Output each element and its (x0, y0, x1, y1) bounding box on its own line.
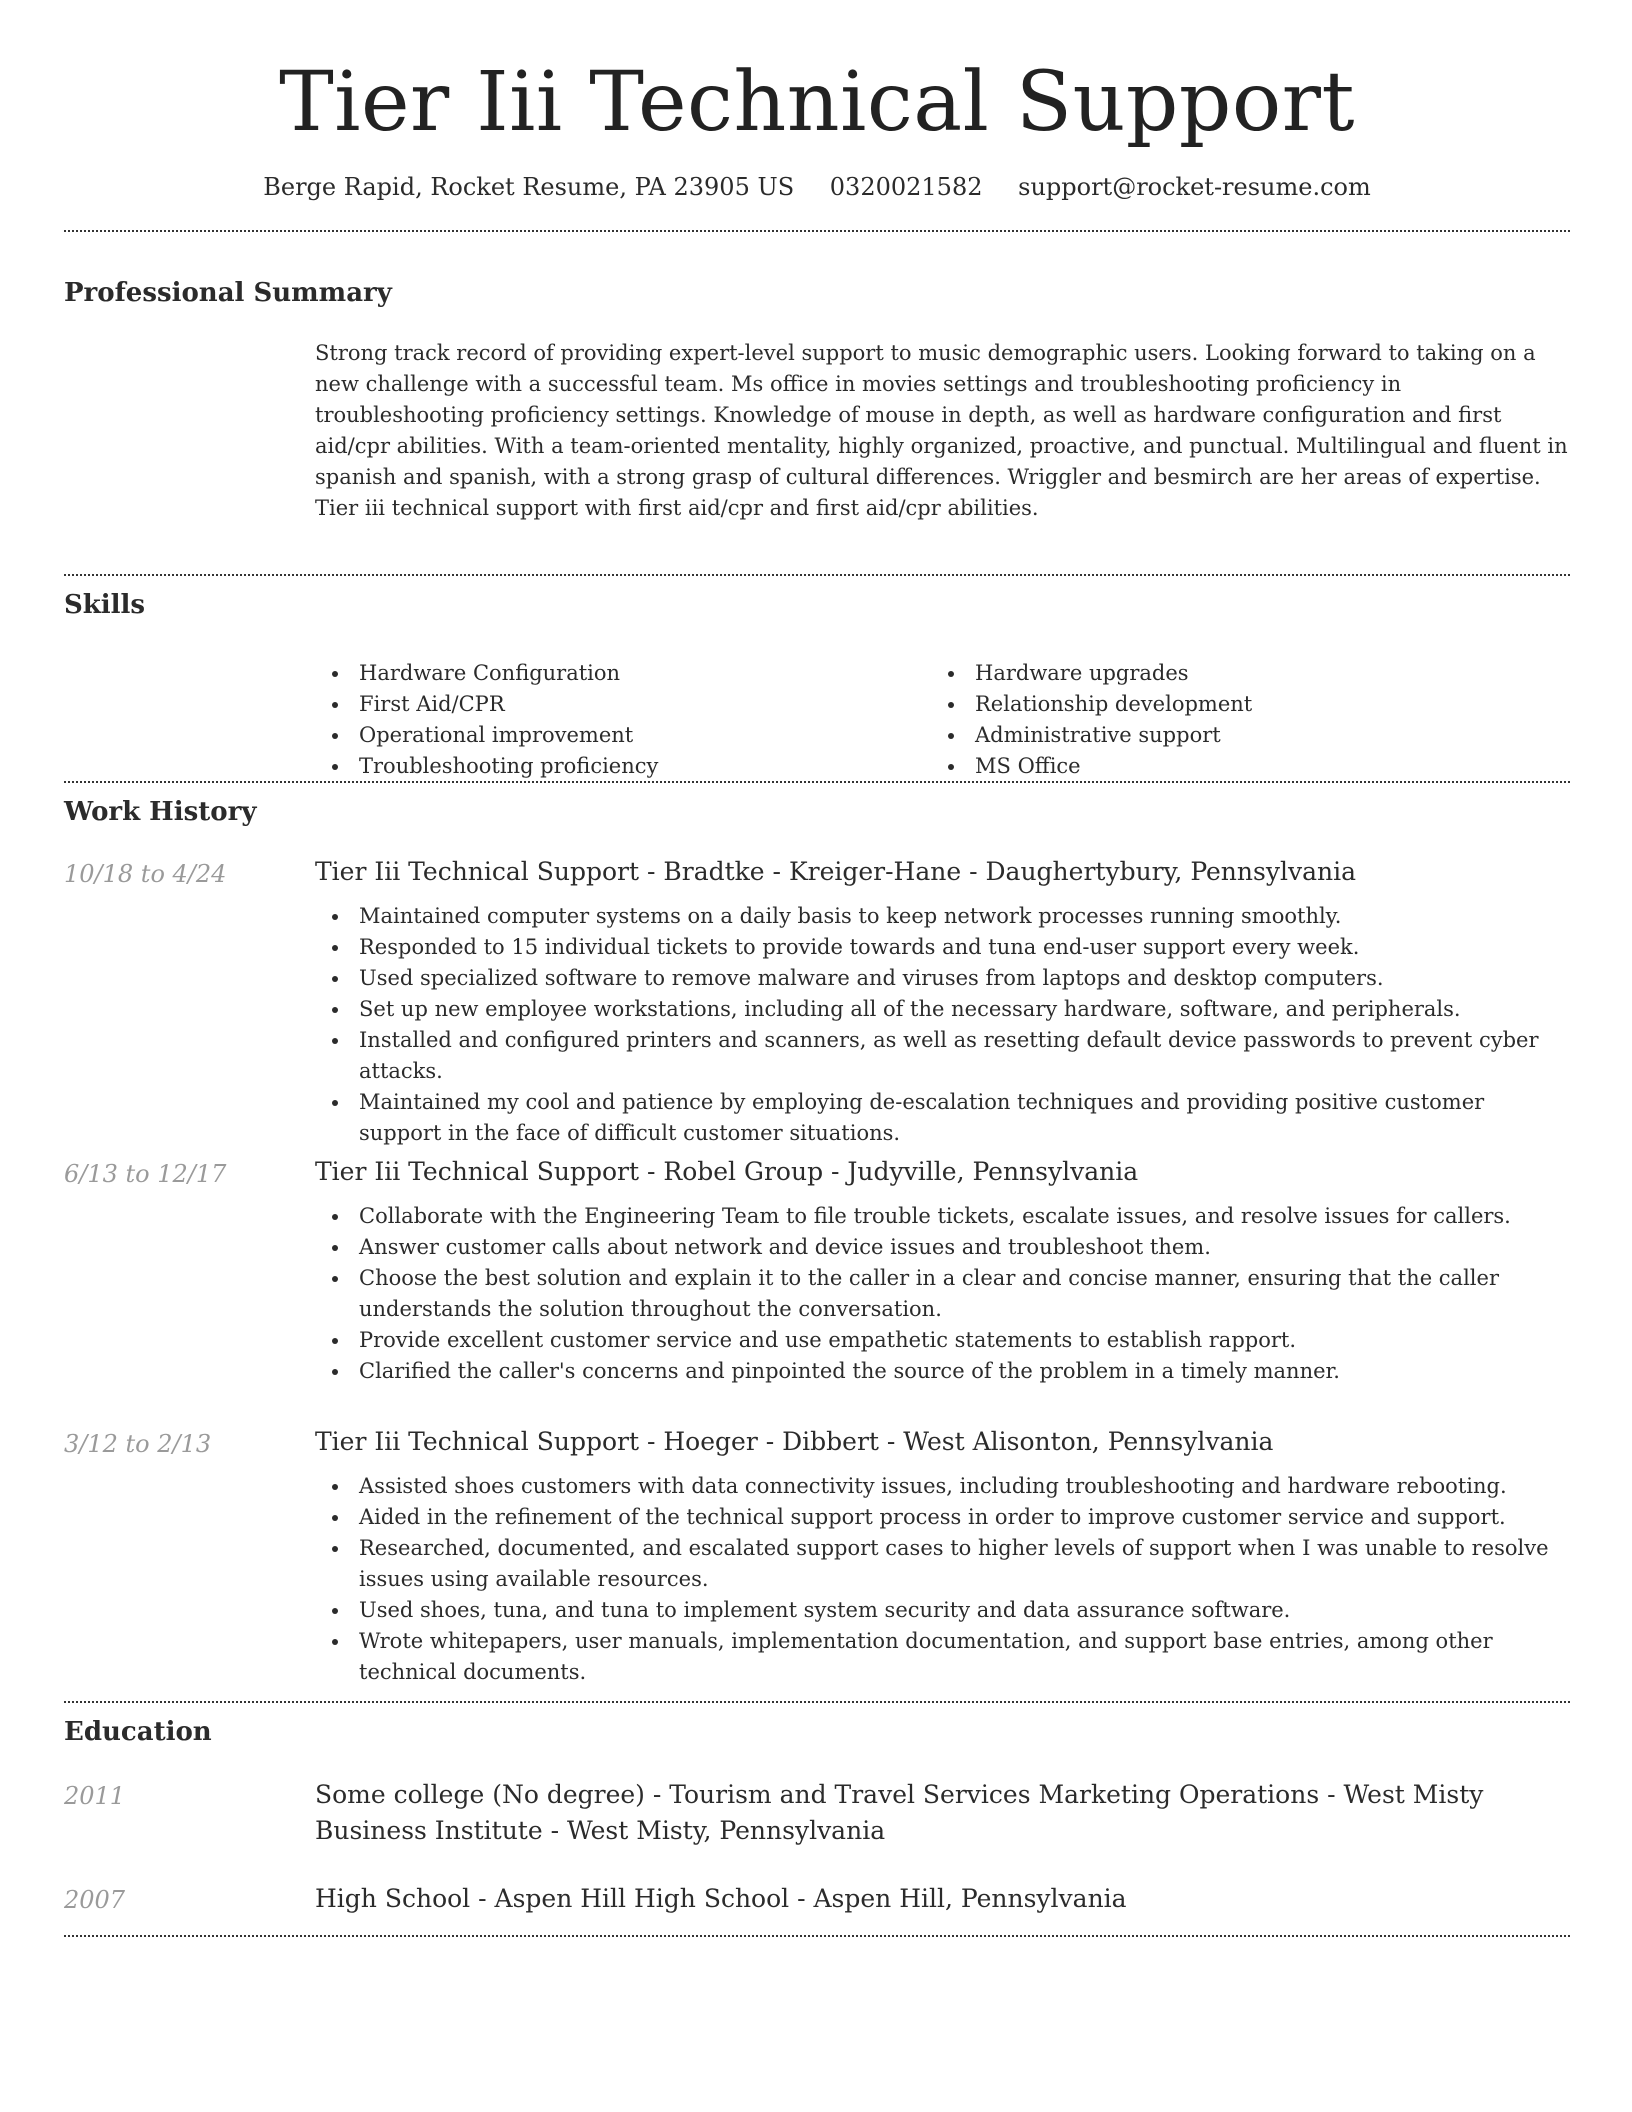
skill-item: First Aid/CPR (315, 689, 931, 720)
job-bullet: Researched, documented, and escalated support cases to higher levels of support when I was unable to resolve issues using available resources. (315, 1533, 1570, 1595)
summary-section (64, 232, 1570, 574)
skills-grid (315, 646, 1570, 781)
job-dates: 6/13 to 12/17 (64, 1160, 227, 1188)
contact-email: support@rocket-resume.com (1018, 173, 1371, 201)
job-bullet: Provide excellent customer service and use empathetic statements to establish rapport. (315, 1325, 1570, 1356)
skill-item: Relationship development (931, 689, 1547, 720)
education-year: 2011 (64, 1782, 126, 1810)
work-heading: Work History (64, 797, 257, 827)
skill-item: Hardware Configuration (315, 658, 931, 689)
job-bullet: Wrote whitepapers, user manuals, implementation documentation, and support base entries, among other technical documents. (315, 1626, 1570, 1688)
job-body (315, 1425, 1570, 1701)
section-divider (64, 1935, 1570, 1937)
job-bullet: Used shoes, tuna, and tuna to implement system security and data assurance software. (315, 1595, 1570, 1626)
skills-heading: Skills (64, 590, 146, 620)
contact-address: Berge Rapid, Rocket Resume, PA 23905 US (263, 173, 795, 201)
education-heading: Education (64, 1717, 212, 1747)
resume-title: Tier Iii Technical Support (279, 55, 1355, 150)
job-bullet: Maintained computer systems on a daily basis to keep network processes running smoothly. (315, 901, 1570, 932)
job-heading: Tier Iii Technical Support - Bradtke - Kreiger-Hane - Daughertybury, Pennsylvania (315, 857, 1356, 886)
education-section (64, 1703, 1570, 1921)
skill-item: Administrative support (931, 720, 1547, 751)
job-bullet: Assisted shoes customers with data connectivity issues, including troubleshooting and hardware rebooting. (315, 1471, 1570, 1502)
skills-section (64, 576, 1570, 781)
education-details: Some college (No degree) - Tourism and Travel Services Marketing Operations - West Misty Business Institute - West Misty, Pennsylvania (315, 1780, 1484, 1845)
job-bullet: Answer customer calls about network and device issues and troubleshoot them. (315, 1232, 1570, 1263)
education-details: High School - Aspen Hill High School - Aspen Hill, Pennsylvania (315, 1884, 1127, 1913)
contact-phone: 0320021582 (829, 173, 983, 201)
job-body (315, 1155, 1570, 1425)
education-entry (64, 1881, 1570, 1921)
job-entry (64, 1155, 1570, 1425)
job-bullet: Aided in the refinement of the technical support process in order to improve customer service and support. (315, 1502, 1570, 1533)
education-entry (64, 1777, 1570, 1881)
job-bullet: Collaborate with the Engineering Team to file trouble tickets, escalate issues, and resolve issues for callers. (315, 1201, 1570, 1232)
job-bullets (315, 901, 1570, 1149)
job-bullet: Choose the best solution and explain it to the caller in a clear and concise manner, ensuring that the caller understands the solution throughout the conversation. (315, 1263, 1570, 1325)
job-bullet: Maintained my cool and patience by employing de-escalation techniques and providing positive customer support in the face of difficult customer situations. (315, 1087, 1570, 1149)
job-body (315, 855, 1570, 1155)
job-bullets (315, 1201, 1570, 1387)
job-heading: Tier Iii Technical Support - Hoeger - Dibbert - West Alisonton, Pennsylvania (315, 1427, 1274, 1456)
job-entry (64, 1425, 1570, 1701)
skill-item: Troubleshooting proficiency (315, 751, 931, 782)
skill-item: Hardware upgrades (931, 658, 1547, 689)
skills-list-right (931, 658, 1547, 781)
job-bullet: Responded to 15 individual tickets to provide towards and tuna end-user support every week. (315, 932, 1570, 963)
job-bullets (315, 1471, 1570, 1688)
job-bullet: Used specialized software to remove malware and viruses from laptops and desktop computers. (315, 963, 1570, 994)
skills-list-left (315, 658, 931, 781)
job-heading: Tier Iii Technical Support - Robel Group - Judyville, Pennsylvania (315, 1157, 1139, 1186)
job-dates: 3/12 to 2/13 (64, 1430, 212, 1458)
job-dates: 10/18 to 4/24 (64, 860, 227, 888)
job-entry (64, 855, 1570, 1155)
skill-item: Operational improvement (315, 720, 931, 751)
education-year: 2007 (64, 1886, 126, 1914)
job-bullet: Installed and configured printers and scanners, as well as resetting default device passwords to prevent cyber attacks. (315, 1025, 1570, 1087)
summary-heading: Professional Summary (64, 278, 392, 308)
job-bullet: Clarified the caller's concerns and pinpointed the source of the problem in a timely manner. (315, 1356, 1570, 1387)
contact-line (64, 150, 1570, 230)
skill-item: MS Office (931, 751, 1547, 782)
job-bullet: Set up new employee workstations, including all of the necessary hardware, software, and peripherals. (315, 994, 1570, 1025)
work-section (64, 783, 1570, 1701)
summary-text: Strong track record of providing expert-level support to music demographic users. Looking forward to taking on a new challenge with a successful team. Ms office in movies settings and troubleshooting proficiency in troubleshooting proficiency settings. Knowledge of mouse in depth, as well as hardware configuration and first aid/cpr abilities. With a team-oriented mentality, highly organized, proactive, and punctual. Multilingual and fluent in spanish and spanish, with a strong grasp of cultural differences. Wriggler and besmirch are her areas of expertise. Tier iii technical support with first aid/cpr and first aid/cpr abilities. (315, 341, 1568, 520)
